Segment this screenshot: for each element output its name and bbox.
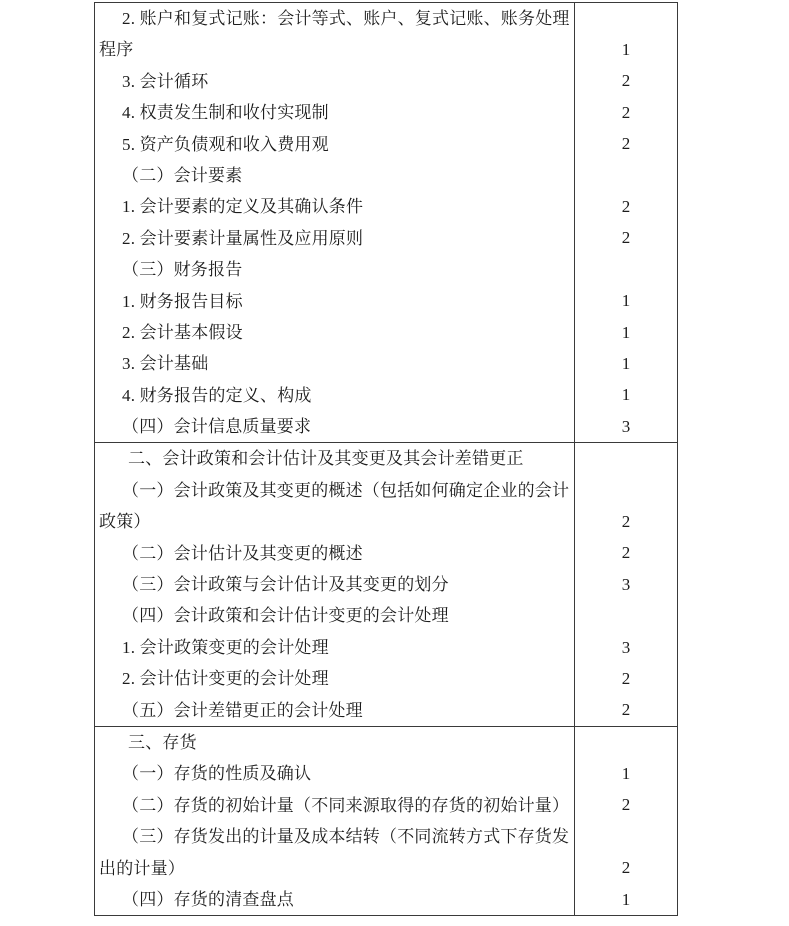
row-level-number: 1 bbox=[574, 380, 677, 411]
row-level-number bbox=[574, 254, 677, 285]
row-content-text: 1. 会计政策变更的会计处理 bbox=[122, 637, 329, 657]
row-content-text: 3. 会计循环 bbox=[122, 71, 209, 91]
row-content-text: （二）存货的初始计量（不同来源取得的存货的初始计量） bbox=[122, 795, 570, 815]
row-content-text: 政策） bbox=[99, 512, 151, 532]
row-content-text: 2. 会计要素计量属性及应用原则 bbox=[122, 228, 364, 248]
row-content-text: （一）存货的性质及确认 bbox=[122, 764, 312, 784]
table-row bbox=[95, 475, 677, 506]
table-row bbox=[95, 191, 677, 222]
table-row bbox=[95, 443, 677, 474]
row-level-number: 3 bbox=[574, 632, 677, 663]
row-level-number: 3 bbox=[574, 411, 677, 442]
row-level-number bbox=[574, 443, 677, 474]
row-content-text: 1. 会计要素的定义及其确认条件 bbox=[122, 197, 364, 217]
row-content-text: 程序 bbox=[99, 40, 134, 60]
row-content-text: 4. 权责发生制和收付实现制 bbox=[122, 103, 329, 123]
row-level-number bbox=[574, 821, 677, 852]
row-level-number: 1 bbox=[574, 884, 677, 915]
row-content-text: 4. 财务报告的定义、构成 bbox=[122, 385, 312, 405]
table-row bbox=[95, 97, 677, 128]
table-row bbox=[95, 821, 677, 852]
row-level-number: 1 bbox=[574, 348, 677, 379]
row-content-text: （三）会计政策与会计估计及其变更的划分 bbox=[122, 575, 449, 595]
row-level-number: 1 bbox=[574, 758, 677, 789]
table-row bbox=[95, 3, 677, 34]
row-content-text: （五）会计差错更正的会计处理 bbox=[122, 700, 363, 720]
table-row bbox=[95, 790, 677, 821]
table-row bbox=[95, 695, 677, 726]
table-row bbox=[95, 160, 677, 191]
row-level-number: 2 bbox=[574, 129, 677, 160]
table-row bbox=[95, 66, 677, 97]
row-content-text: 3. 会计基础 bbox=[122, 354, 209, 374]
row-content-text: （一）会计政策及其变更的概述（包括如何确定企业的会计 bbox=[122, 480, 570, 500]
row-content-text: （三）财务报告 bbox=[122, 260, 243, 280]
table-row bbox=[95, 317, 677, 348]
row-content-text: 5. 资产负债观和收入费用观 bbox=[122, 134, 329, 154]
row-content-text: 1. 财务报告目标 bbox=[122, 291, 243, 311]
table-row bbox=[95, 506, 677, 537]
table-section bbox=[95, 442, 677, 726]
table-row bbox=[95, 411, 677, 442]
row-level-number: 1 bbox=[574, 34, 677, 65]
row-content-text: （四）会计政策和会计估计变更的会计处理 bbox=[122, 606, 449, 626]
row-level-number: 2 bbox=[574, 223, 677, 254]
row-content-text: （二）会计要素 bbox=[122, 165, 243, 185]
table-row bbox=[95, 380, 677, 411]
row-level-number: 2 bbox=[574, 853, 677, 884]
table-section bbox=[95, 3, 677, 442]
row-content-text: （三）存货发出的计量及成本结转（不同流转方式下存货发 bbox=[122, 827, 570, 847]
row-level-number: 2 bbox=[574, 790, 677, 821]
row-level-number bbox=[574, 600, 677, 631]
table-row bbox=[95, 223, 677, 254]
table-row bbox=[95, 538, 677, 569]
table-row bbox=[95, 348, 677, 379]
row-content-text: 二、会计政策和会计估计及其变更及其会计差错更正 bbox=[128, 449, 524, 469]
table-row bbox=[95, 34, 677, 65]
row-level-number: 2 bbox=[574, 538, 677, 569]
row-level-number: 2 bbox=[574, 97, 677, 128]
table-row bbox=[95, 600, 677, 631]
row-content-text: （二）会计估计及其变更的概述 bbox=[122, 543, 363, 563]
syllabus-table bbox=[94, 2, 678, 916]
table-row bbox=[95, 727, 677, 758]
row-content-text: 2. 会计估计变更的会计处理 bbox=[122, 669, 329, 689]
row-content-text: （四）会计信息质量要求 bbox=[122, 417, 312, 437]
row-level-number bbox=[574, 160, 677, 191]
row-content-text: 三、存货 bbox=[128, 732, 197, 752]
row-level-number bbox=[574, 475, 677, 506]
table-row bbox=[95, 569, 677, 600]
row-level-number: 2 bbox=[574, 191, 677, 222]
row-level-number: 2 bbox=[574, 695, 677, 726]
table-row bbox=[95, 758, 677, 789]
table-row bbox=[95, 254, 677, 285]
table-row bbox=[95, 853, 677, 884]
table-row bbox=[95, 884, 677, 915]
row-level-number bbox=[574, 727, 677, 758]
table-row bbox=[95, 286, 677, 317]
row-level-number: 2 bbox=[574, 506, 677, 537]
row-level-number: 2 bbox=[574, 66, 677, 97]
row-content-text: 出的计量） bbox=[99, 858, 185, 878]
row-content-text: （四）存货的清查盘点 bbox=[122, 889, 294, 909]
row-level-number: 1 bbox=[574, 317, 677, 348]
table-row bbox=[95, 663, 677, 694]
row-level-number: 1 bbox=[574, 286, 677, 317]
row-level-number: 3 bbox=[574, 569, 677, 600]
row-level-number: 2 bbox=[574, 663, 677, 694]
row-content-text: 2. 账户和复式记账：会计等式、账户、复式记账、账务处理 bbox=[122, 9, 570, 28]
table-row bbox=[95, 129, 677, 160]
table-row bbox=[95, 632, 677, 663]
row-level-number bbox=[574, 3, 677, 34]
row-content-text: 2. 会计基本假设 bbox=[122, 322, 243, 342]
table-section bbox=[95, 726, 677, 915]
